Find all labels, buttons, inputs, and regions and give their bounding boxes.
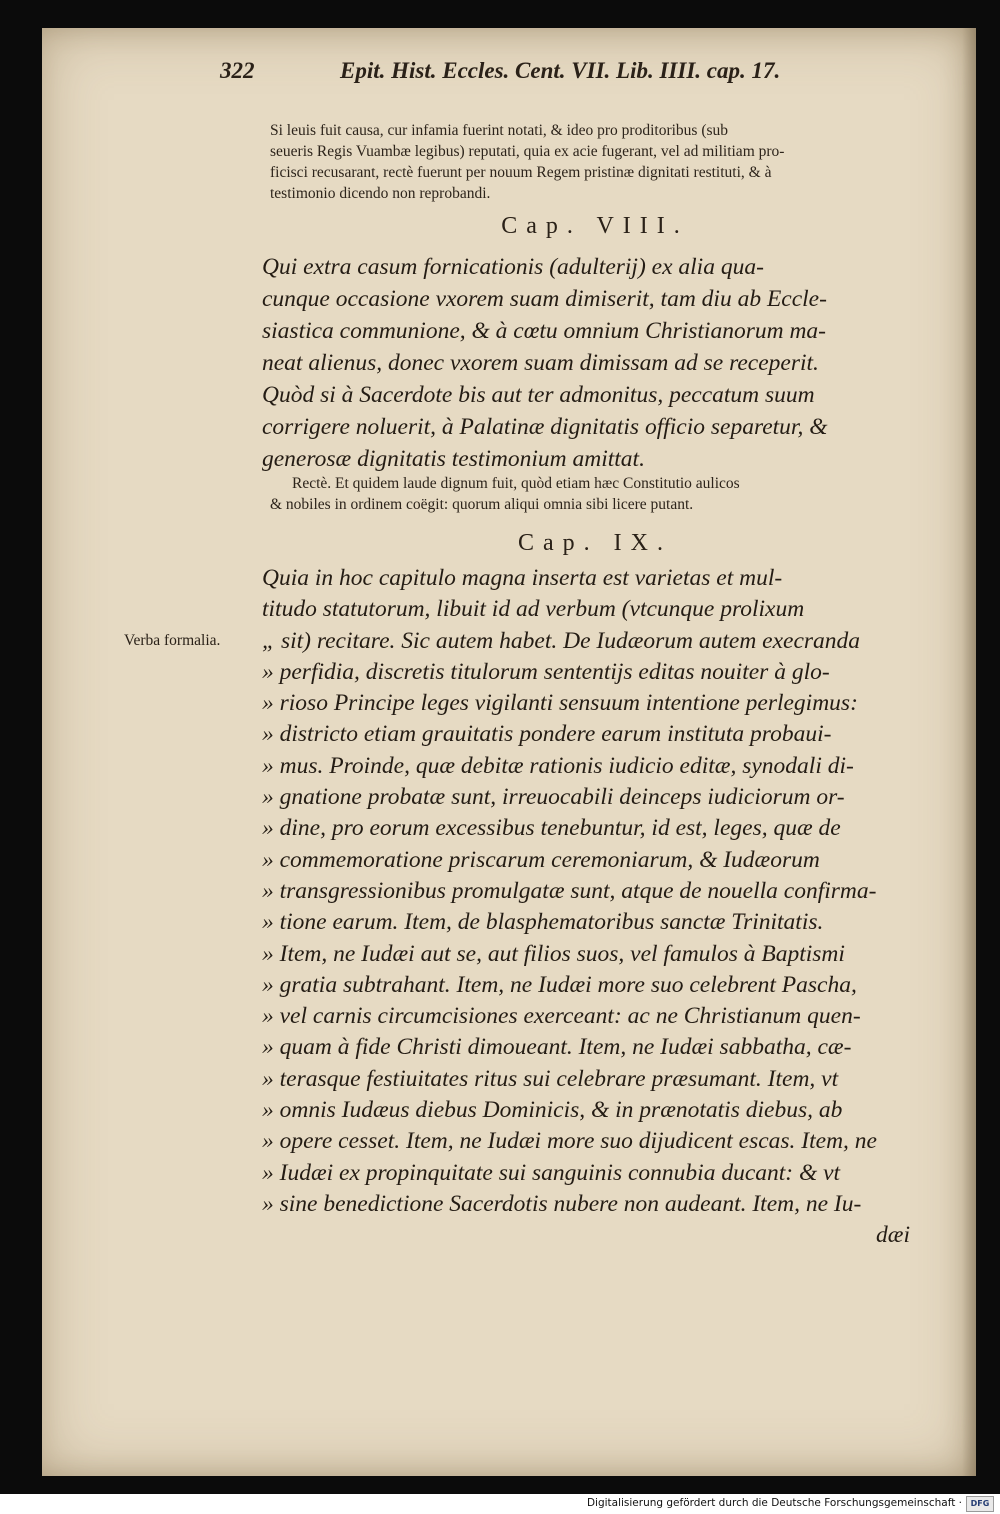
text-line: » sine benedictione Sacerdotis nubere non audeant. Item, ne Iu- xyxy=(262,1190,862,1217)
text-line: titudo statutorum, libuit id ad verbum (vtcunque prolixum xyxy=(262,596,805,623)
intro-line: seueris Regis Vuambæ legibus) reputati, quia ex acie fugerant, vel ad militiam pro- xyxy=(270,143,785,160)
text-line: » quam à fide Christi dimoueant. Item, ne Iudæi sabbatha, cæ- xyxy=(262,1034,852,1061)
chapter-viii-text xyxy=(262,251,912,475)
text-line: » tione earum. Item, de blasphematoribus sanctæ Trinitatis. xyxy=(262,909,824,936)
page-edge-shadow xyxy=(962,28,976,1476)
text-line: siastica communione, & à cœtu omnium Christianorum ma- xyxy=(262,318,826,344)
intro-paragraph xyxy=(270,120,910,204)
margin-note: Verba formalia. xyxy=(124,632,221,649)
chapter-heading-ix: Cap. IX. xyxy=(518,530,672,556)
chapter-ix-text xyxy=(262,563,912,1252)
text-line: » gnatione probatæ sunt, irreuocabili deinceps iudiciorum or- xyxy=(262,784,845,811)
text-line: neat alienus, donec vxorem suam dimissam ad se receperit. xyxy=(262,350,819,376)
running-head: Epit. Hist. Eccles. Cent. VII. Lib. IIII. cap. 17. xyxy=(340,58,781,83)
text-line: Quia in hoc capitulo magna inserta est varietas et mul- xyxy=(262,565,783,591)
comment-line: & nobiles in ordinem coëgit: quorum aliqui omnia sibi licere putant. xyxy=(270,496,694,513)
text-line: „ sit) recitare. Sic autem habet. De Iudæorum autem execranda xyxy=(262,627,861,654)
text-line: Quòd si à Sacerdote bis aut ter admonitus, peccatum suum xyxy=(262,382,815,408)
text-line: corrigere noluerit, à Palatinæ dignitatis officio separetur, & xyxy=(262,414,828,440)
text-line: » omnis Iudæus diebus Dominicis, & in prænotatis diebus, ab xyxy=(262,1097,843,1124)
text-line: » districto etiam grauitatis pondere earum instituta probaui- xyxy=(262,721,832,748)
text-line: » rioso Principe leges vigilanti sensuum intentione perlegimus: xyxy=(262,690,858,717)
intro-line: Si leuis fuit causa, cur infamia fuerint notati, & ideo pro proditoribus (sub xyxy=(270,122,729,139)
intro-line: ficisci recusarant, rectè fuerunt per nouum Regem pristinæ dignitati restituti, & à xyxy=(270,164,772,181)
comment-line: Rectè. Et quidem laude dignum fuit, quòd etiam hæc Constitutio aulicos xyxy=(292,475,740,492)
text-line: » gratia subtrahant. Item, ne Iudæi more suo celebrent Pascha, xyxy=(262,971,857,998)
text-line: » dine, pro eorum excessibus tenebuntur, id est, leges, quæ de xyxy=(262,815,841,842)
text-line: » opere cesset. Item, ne Iudæi more suo dijudicent escas. Item, ne xyxy=(262,1128,877,1155)
running-header xyxy=(220,58,920,88)
dfg-logo-icon: DFG xyxy=(966,1496,994,1512)
footer-bar xyxy=(0,1494,1000,1514)
text-line: » Item, ne Iudæi aut se, aut filios suos, vel famulos à Baptismi xyxy=(262,940,845,967)
text-line: » vel carnis circumcisiones exerceant: ac ne Christianum quen- xyxy=(262,1003,861,1030)
text-line: generosæ dignitatis testimonium amittat. xyxy=(262,446,645,472)
intro-line: testimonio dicendo non reprobandi. xyxy=(270,185,491,202)
text-line: » mus. Proinde, quæ debitæ rationis iudicio editæ, synodali di- xyxy=(262,752,854,779)
text-line: » terasque festiuitates ritus sui celebrare præsumant. Item, vt xyxy=(262,1065,839,1092)
text-line: » Iudæi ex propinquitate sui sanguinis connubia ducant: & vt xyxy=(262,1159,841,1186)
footer-credit: Digitalisierung gefördert durch die Deutsche Forschungsgemeinschaft · xyxy=(586,1497,962,1509)
catchword: dæi xyxy=(876,1222,910,1249)
text-line: » transgressionibus promulgatæ sunt, atque de nouella confirma- xyxy=(262,877,877,904)
text-line: » perfidia, discretis titulorum sententijs editas nouiter à glo- xyxy=(262,658,830,685)
text-line: Qui extra casum fornicationis (adulterij) ex alia qua- xyxy=(262,254,764,280)
page-number: 322 xyxy=(220,58,255,83)
text-line: cunque occasione vxorem suam dimiserit, tam diu ab Eccle- xyxy=(262,286,827,312)
chapter-heading-viii: Cap. VIII. xyxy=(501,213,689,239)
text-line: » commemoratione priscarum ceremoniarum, & Iudæorum xyxy=(262,846,820,873)
chapter-viii-comment xyxy=(270,473,932,515)
